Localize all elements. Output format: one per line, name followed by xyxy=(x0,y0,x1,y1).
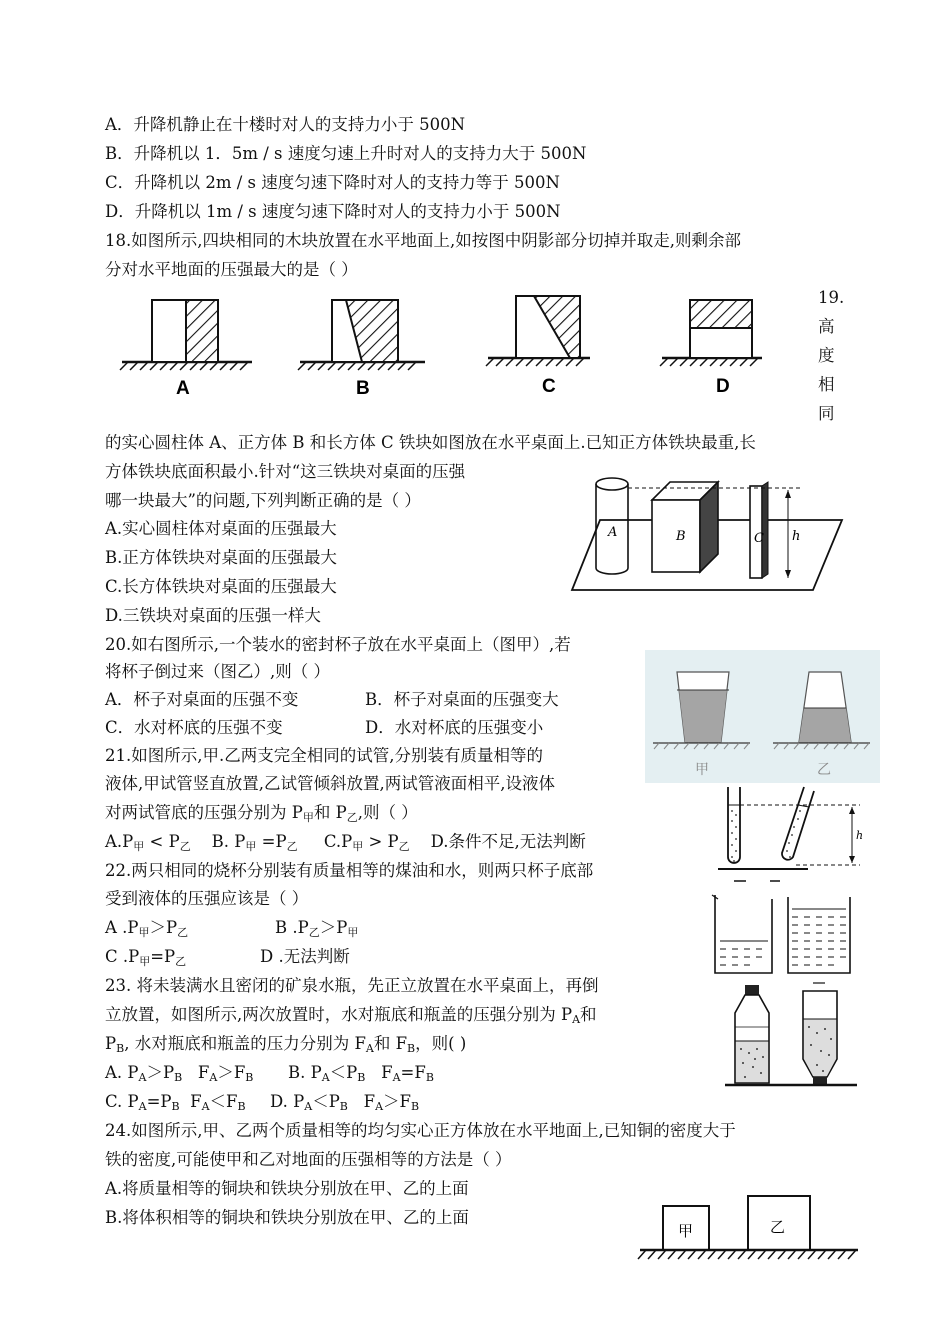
q17-option-d: D．升降机以 1m / s 速度匀速下降时对人的支持力小于 500N xyxy=(105,202,561,221)
q21-option-d: D.条件不足,无法判断 xyxy=(430,832,586,851)
q24-stem-line1: 24.如图所示,甲、乙两个质量相等的均匀实心正方体放在水平地面上,已知铜的密度大于 xyxy=(105,1121,736,1140)
q21-stem-line3: 对两试管底的压强分别为 $P_甲$和 $P_乙$,则（ ） xyxy=(105,803,418,824)
q22-stem-line2: 受到液体的压强应该是（ ） xyxy=(105,889,309,908)
q20-label-yi: 乙 xyxy=(817,762,831,778)
q23-option-d: D. $P_A<P_B$ $F_A>F_B$ xyxy=(270,1092,420,1113)
q18-block-b xyxy=(298,300,425,370)
q19-label-h: h xyxy=(792,529,801,544)
q18-block-c xyxy=(486,296,590,366)
q19-vertical-2: 高 xyxy=(818,317,835,336)
q18-stem-line1: 18.如图所示,四块相同的木块放置在水平地面上,如按图中阴影部分切掉并取走,则剩余部 xyxy=(105,231,741,250)
q19-option-d: D.三铁块对桌面的压强一样大 xyxy=(105,606,321,625)
q19-figure xyxy=(570,470,845,595)
q23-stem-line3: $P_B$, 水对瓶底和瓶盖的压力分别为 $F_A$和 $F_B$，则( ) xyxy=(105,1034,467,1055)
q20-stem-line2: 将杯子倒过来（图乙）,则（ ） xyxy=(105,662,330,681)
q23-stem-line1: 23. 将未装满水且密闭的矿泉水瓶，先正立放置在水平桌面上，再倒 xyxy=(105,976,599,995)
q22-option-d: D .无法判断 xyxy=(260,947,350,966)
q21-options xyxy=(105,831,586,858)
q21-option-b: B. $P_甲 =P_乙$ xyxy=(211,832,298,853)
q19-stem-line1: 的实心圆柱体 A、正方体 B 和长方体 C 铁块如图放在水平桌面上.已知正方体铁块最重,长 xyxy=(105,433,756,452)
q20-option-d: D．水对杯底的压强变小 xyxy=(365,718,544,737)
q24-label-jia: 甲 xyxy=(678,1222,694,1240)
q24-figure xyxy=(638,1192,863,1267)
q23-stem-line2: 立放置，如图所示,两次放置时，水对瓶底和瓶盖的压强分别为 $P_A$和 xyxy=(105,1005,597,1026)
q18-figure xyxy=(110,290,820,400)
q23-option-c: C. $P_A=P_B$ $F_A<F_B$ xyxy=(105,1092,246,1113)
q24-option-a: A.将质量相等的铜块和铁块分别放在甲、乙的上面 xyxy=(105,1179,469,1198)
q19-vertical-1: 19. xyxy=(818,288,845,307)
q22-option-b: B $.P_乙>P_甲$ xyxy=(275,918,359,939)
q20-stem-line1: 20.如右图所示,一个装水的密封杯子放在水平桌面上（图甲）,若 xyxy=(105,635,571,654)
q20-option-a: A．杯子对桌面的压强不变 xyxy=(105,690,299,709)
q19-stem-line2: 方体铁块底面积最小.针对“这三铁块对桌面的压强 xyxy=(105,462,466,481)
q23-figure xyxy=(725,983,865,1093)
q19-option-c: C.长方体铁块对桌面的压强最大 xyxy=(105,577,337,596)
q19-vertical-5: 同 xyxy=(818,404,835,423)
q17-option-a: A．升降机静止在十楼时对人的支持力小于 500N xyxy=(105,115,466,134)
q21-stem-line2: 液体,甲试管竖直放置,乙试管倾斜放置,两试管液面相平,设液体 xyxy=(105,774,555,793)
q18-label-b: B xyxy=(356,378,370,399)
q19-label-a: A xyxy=(608,525,618,540)
q24-stem-line2: 铁的密度,可能使甲和乙对地面的压强相等的方法是（ ） xyxy=(105,1150,512,1169)
q22-figure xyxy=(710,893,860,978)
q18-label-d: D xyxy=(716,376,730,397)
q17-option-c: C．升降机以 2m / s 速度匀速下降时对人的支持力等于 500N xyxy=(105,173,560,192)
q19-vertical-3: 度 xyxy=(818,346,835,365)
q20-option-c: C．水对杯底的压强不变 xyxy=(105,718,283,737)
q20-figure xyxy=(645,650,880,783)
q20-label-jia: 甲 xyxy=(695,762,709,778)
q17-option-b: B．升降机以 1．5m / s 速度匀速上升时对人的支持力大于 500N xyxy=(105,144,587,163)
q23-option-b: B. $P_A<P_B$ $F_A=F_B$ xyxy=(288,1063,434,1084)
q21-option-a: $A.P_甲 < P_乙$ xyxy=(105,832,191,853)
q22-option-c: C $.P_甲=P_乙$ xyxy=(105,947,187,968)
q19-label-c: C xyxy=(754,531,764,546)
q18-label-a: A xyxy=(176,378,190,399)
q19-vertical-4: 相 xyxy=(818,375,835,394)
q21-option-c: $C.P_甲 > P_乙$ xyxy=(323,832,410,853)
q19-stem-line3: 哪一块最大”的问题,下列判断正确的是（ ） xyxy=(105,491,421,510)
q22-option-a: A $.P_甲>P_乙$ xyxy=(105,918,189,939)
q23-option-a: A. $P_A>P_B$ $F_A>F_B$ xyxy=(105,1063,254,1084)
q22-stem-line1: 22.两只相同的烧杯分别装有质量相等的煤油和水，则两只杯子底部 xyxy=(105,861,594,880)
q18-stem-line2: 分对水平地面的压强最大的是（ ） xyxy=(105,260,358,279)
q21-stem-line1: 21.如图所示,甲.乙两支完全相同的试管,分别装有质量相等的 xyxy=(105,746,543,765)
q21-figure xyxy=(718,785,868,885)
q19-option-a: A.实心圆柱体对桌面的压强最大 xyxy=(105,519,337,538)
q19-option-b: B.正方体铁块对桌面的压强最大 xyxy=(105,548,337,567)
q20-option-b: B．杯子对桌面的压强变大 xyxy=(365,690,559,709)
q24-option-b: B.将体积相等的铜块和铁块分别放在甲、乙的上面 xyxy=(105,1208,469,1227)
q21-label-h: h xyxy=(856,829,864,842)
q24-label-yi: 乙 xyxy=(770,1218,786,1236)
q18-block-a xyxy=(120,300,252,370)
q18-block-d xyxy=(660,300,762,366)
q19-label-b: B xyxy=(676,529,686,544)
q18-label-c: C xyxy=(542,376,556,397)
